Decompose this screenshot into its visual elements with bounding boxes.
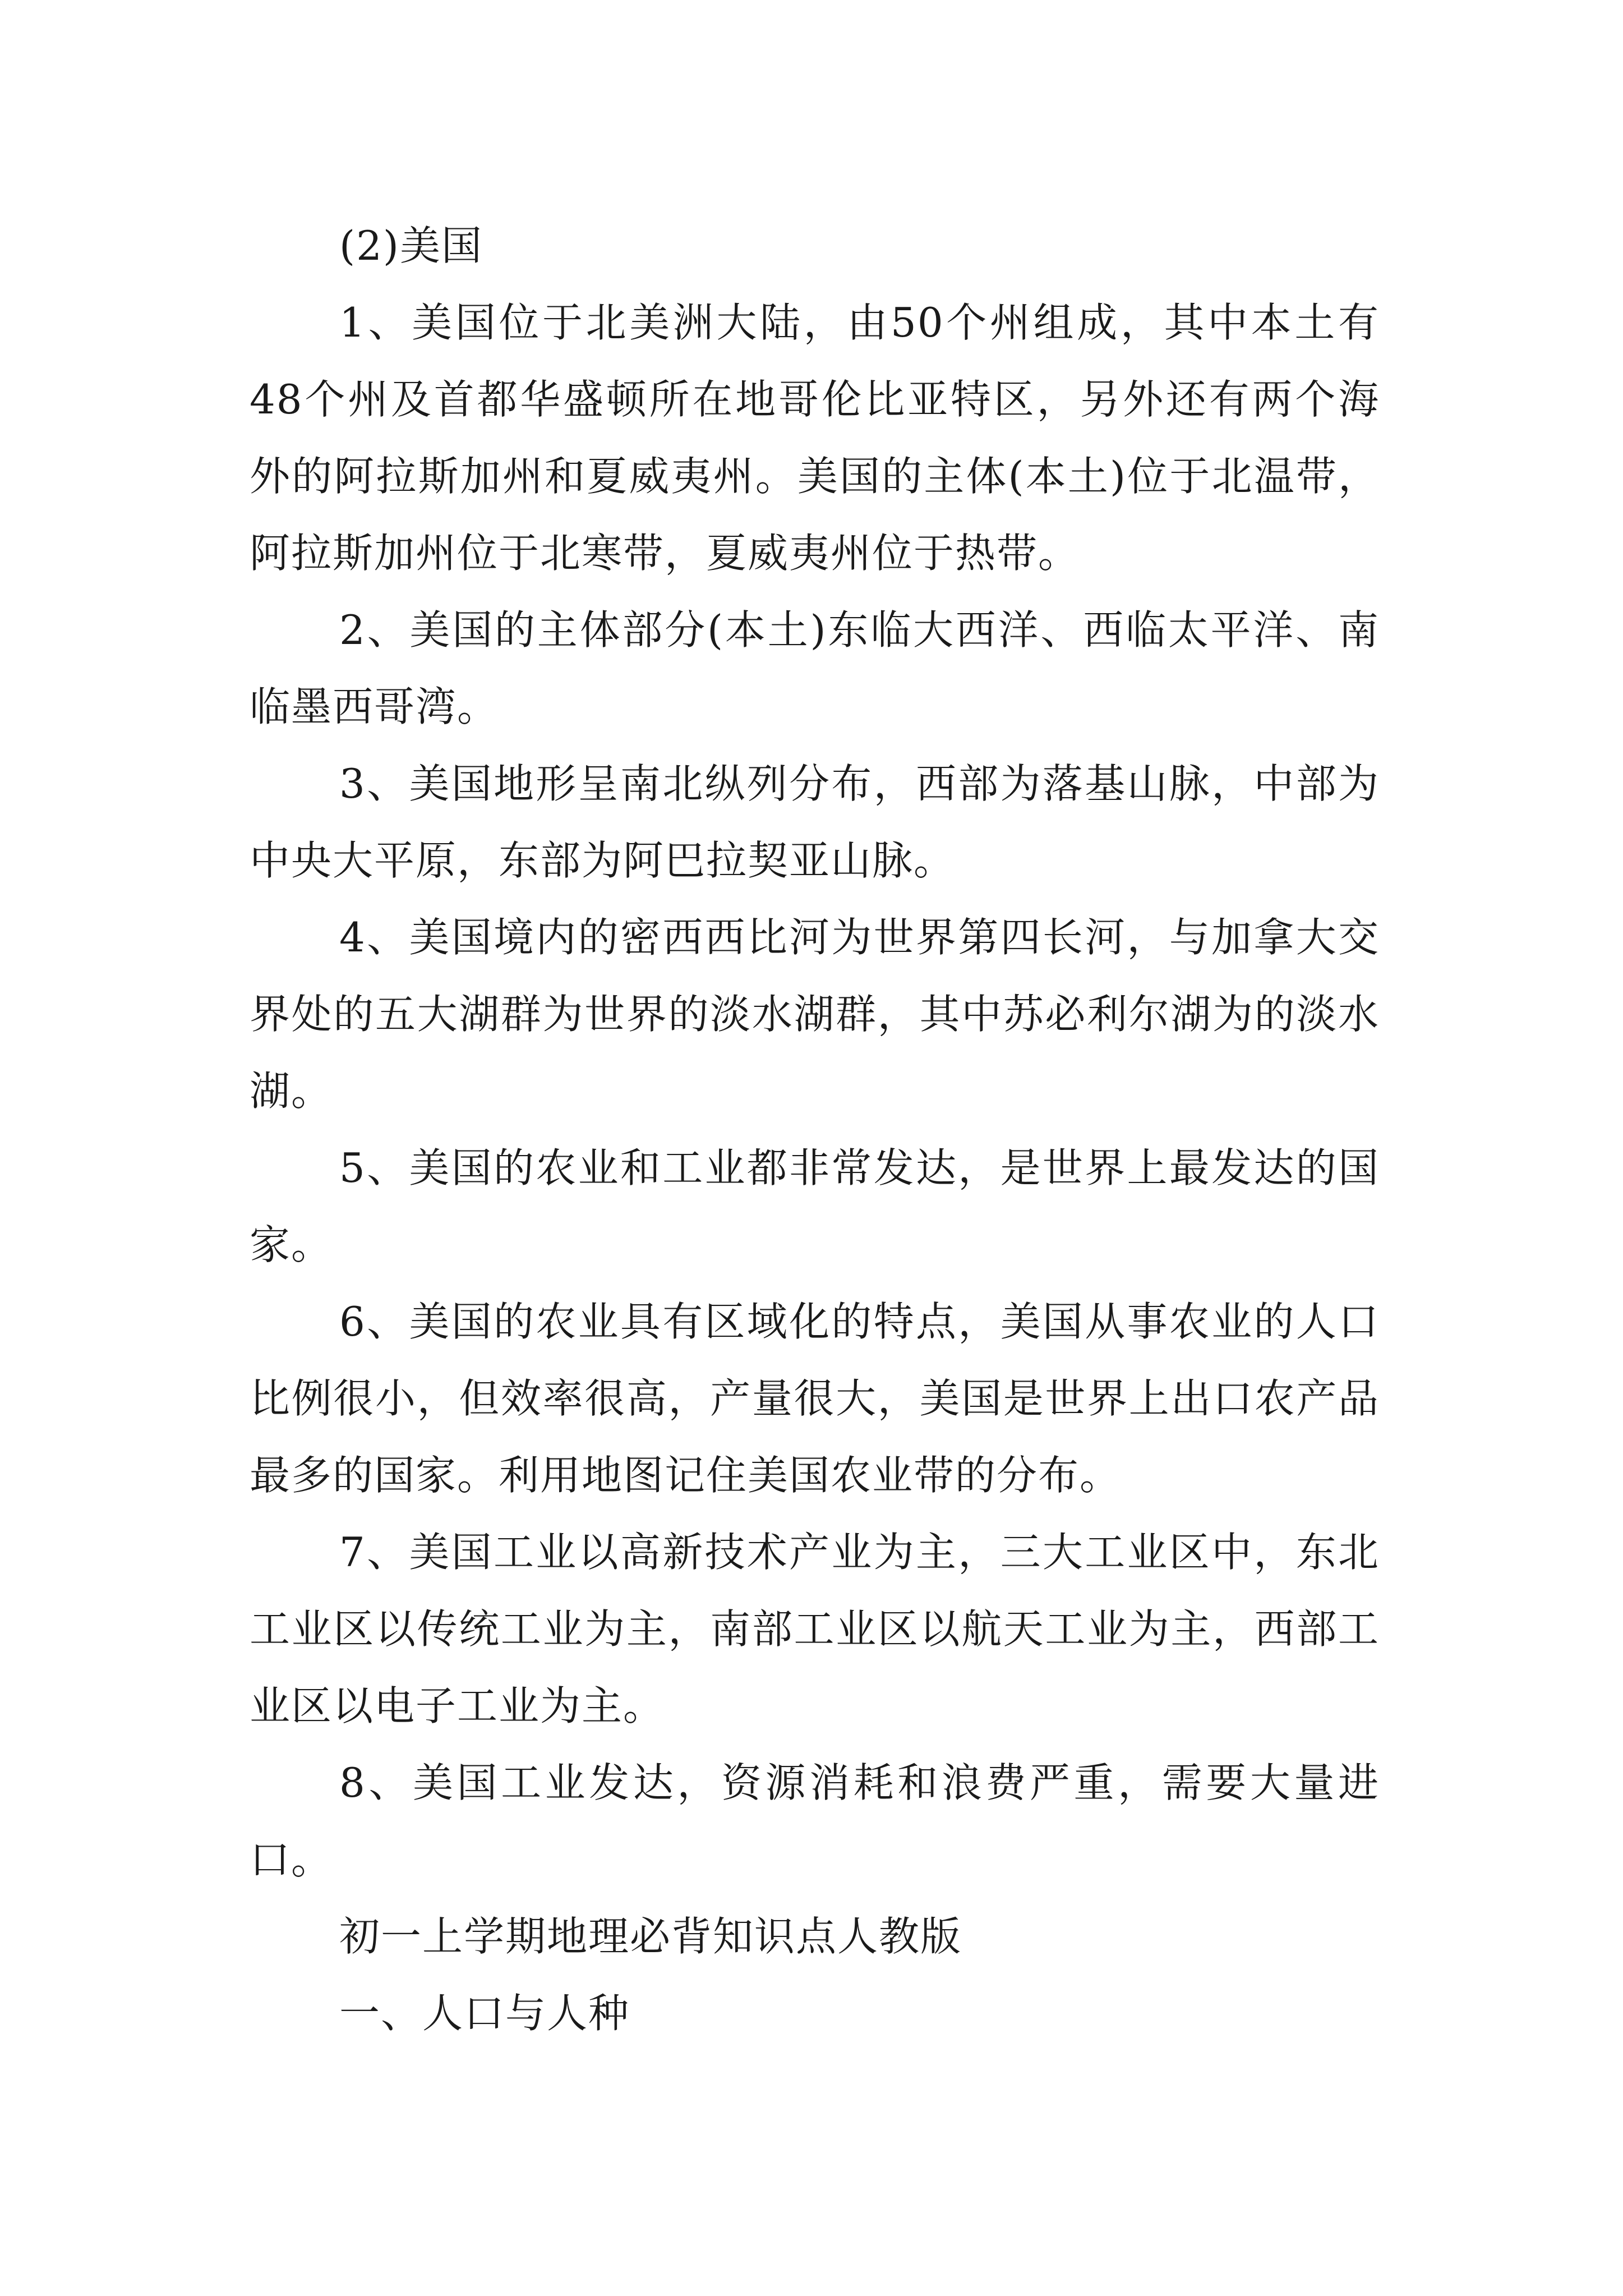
paragraph-2: 2、美国的主体部分(本土)东临大西洋、西临太平洋、南临墨西哥湾。 bbox=[250, 606, 1380, 730]
paragraph-4: 4、美国境内的密西西比河为世界第四长河，与加拿大交界处的五大湖群为世界的淡水湖群，其中苏必利尔湖为的淡水湖。 bbox=[250, 914, 1380, 1115]
section-title: (2)美国 bbox=[339, 222, 483, 269]
paragraph-1: 1、美国位于北美洲大陆，由50个州组成，其中本土有48个州及首都华盛顿所在地哥伦比亚特区，另外还有两个海外的阿拉斯加州和夏威夷州。美国的主体(本土)位于北温带，阿拉斯加州位于北寒带，夏威夷州位于热带。 bbox=[250, 299, 1380, 577]
paragraph-3: 3、美国地形呈南北纵列分布，西部为落基山脉，中部为中央大平原，东部为阿巴拉契亚山脉。 bbox=[250, 760, 1380, 884]
next-section-title: 初一上学期地理必背知识点人教版 bbox=[339, 1913, 962, 1960]
document-page bbox=[250, 208, 1380, 2052]
paragraph-5: 5、美国的农业和工业都非常发达，是世界上最发达的国家。 bbox=[250, 1144, 1380, 1268]
paragraph-8: 8、美国工业发达，资源消耗和浪费严重，需要大量进口。 bbox=[250, 1759, 1380, 1883]
paragraph-7: 7、美国工业以高新技术产业为主，三大工业区中，东北工业区以传统工业为主，南部工业区以航天工业为主，西部工业区以电子工业为主。 bbox=[250, 1529, 1380, 1729]
paragraph-6: 6、美国的农业具有区域化的特点，美国从事农业的人口比例很小，但效率很高，产量很大，美国是世界上出口农产品最多的国家。利用地图记住美国农业带的分布。 bbox=[250, 1298, 1380, 1499]
next-section-subtitle: 一、人口与人种 bbox=[339, 1990, 630, 2037]
